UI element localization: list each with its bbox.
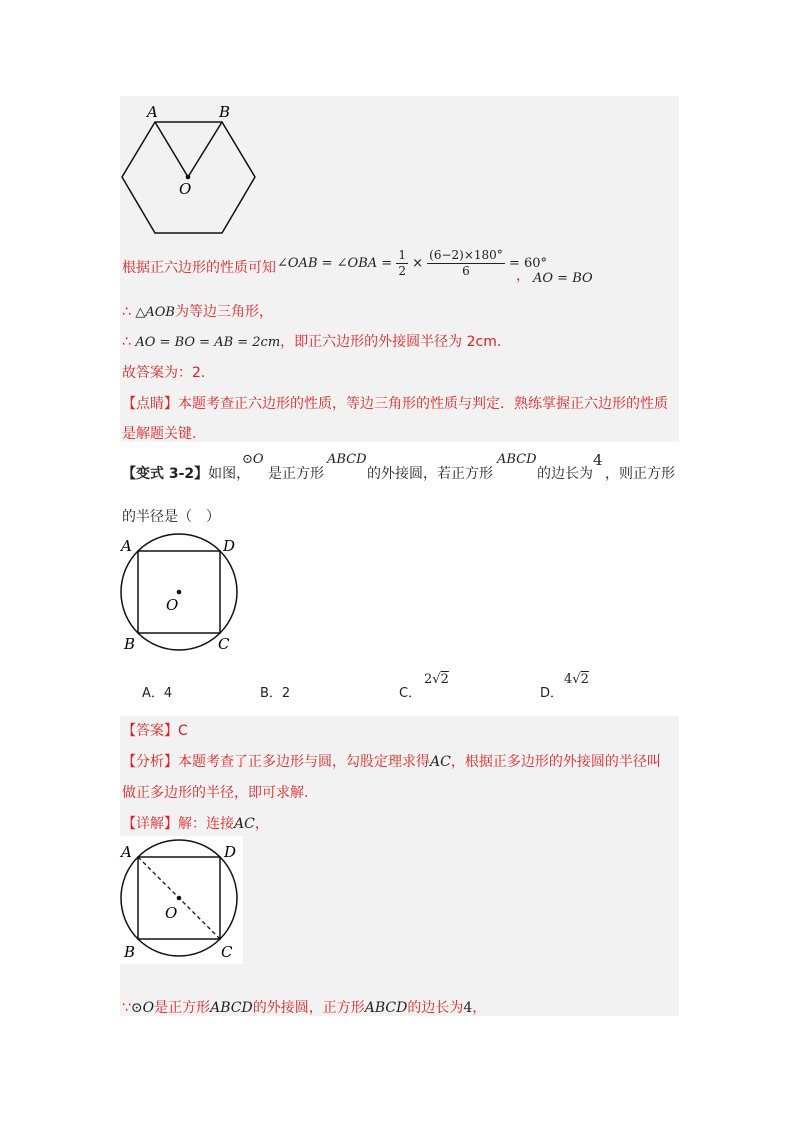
times-sign: × <box>412 256 423 271</box>
center-point-o <box>186 175 191 180</box>
angle-equality: ∠OAB = ∠OBA = <box>277 256 397 271</box>
circle-o-symbol: ⊙O <box>242 452 264 467</box>
question-text-3: 的外接圆，若正方形 <box>367 466 493 482</box>
label-c: C <box>221 943 233 961</box>
square-circle-diagonal-figure <box>117 836 247 964</box>
question-tag: 【变式 3-2】 <box>122 466 209 482</box>
answer-tag: 【答案】 <box>122 723 178 739</box>
analysis-line-2: 做正多边形的半径，即可求解. <box>122 785 309 801</box>
option-c[interactable]: C． <box>399 686 422 701</box>
side-length-four: 4 <box>593 451 603 469</box>
option-d-value: 4√2 <box>564 672 589 687</box>
center-point-o <box>177 590 182 595</box>
label-o: O <box>166 596 179 614</box>
side-length-four: 4 <box>463 1000 473 1016</box>
angle-result: = 60° <box>508 256 548 271</box>
label-d: D <box>223 537 236 555</box>
hexagon-figure <box>118 100 263 240</box>
question-text-5: ，则正方形 <box>605 466 675 482</box>
answer-value: C <box>178 723 188 739</box>
label-o: O <box>179 180 192 198</box>
angle-equation <box>277 248 547 279</box>
comma-mark: ， <box>516 268 530 284</box>
segment-bo <box>188 122 222 177</box>
option-b[interactable]: B．2 <box>260 686 291 701</box>
option-c-value: 2√2 <box>424 672 449 687</box>
question-line-1: 【变式 3-2】如图， <box>122 466 251 482</box>
analysis-line-1: 【分析】本题考查了正多边形与圆，勾股定理求得AC，根据正多边形的外接圆的半径叫 <box>122 754 661 770</box>
circle-o-symbol: ⊙O <box>130 1000 155 1016</box>
detail-line: 【详解】解：连接AC， <box>122 816 269 832</box>
abcd-symbol-1: ABCD <box>327 452 367 467</box>
abcd-symbol: ABCD <box>364 1000 408 1016</box>
hexagon-answer: 故答案为：2. <box>122 365 206 381</box>
radius-line: ∴ AO = BO = AB = 2cm，即正六边形的外接圆半径为 2cm. <box>122 334 502 350</box>
center-point-o <box>177 896 182 901</box>
label-c: C <box>218 635 230 653</box>
comment-line-2: 是解题关键. <box>122 426 197 442</box>
label-d: D <box>224 843 237 861</box>
question-line-2: 的半径是（ ） <box>122 509 220 525</box>
label-b: B <box>219 103 231 121</box>
label-a: A <box>147 103 158 121</box>
segment-ao <box>155 122 188 177</box>
hexagon-property-text: 根据正六边形的性质可知 <box>122 260 276 276</box>
answer-line <box>122 721 188 741</box>
option-a[interactable]: A．4 <box>142 686 173 701</box>
question-text-4: 的边长为 <box>537 466 593 482</box>
label-o: O <box>165 904 178 922</box>
label-b: B <box>124 943 136 961</box>
question-text-2: 是正方形 <box>268 466 324 482</box>
label-b: B <box>124 635 136 653</box>
equilateral-line: ∴ △AOB为等边三角形， <box>122 304 273 320</box>
triangle-aob: △AOB <box>135 305 175 320</box>
square-circle-figure <box>117 532 247 657</box>
ac-symbol: AC <box>234 816 255 832</box>
since-line: ∵⊙O是正方形ABCD的外接圆，正方形ABCD的边长为4， <box>122 1000 487 1016</box>
fraction-interior-angle: $\frac{(6-2)\times 180^\circ}{6}$ <box>429 248 503 278</box>
comment-tag: 【点睛】 <box>122 396 178 412</box>
label-a: A <box>121 843 132 861</box>
comment-line-1: 【点睛】本题考查正六边形的性质，等边三角形的性质与判定．熟练掌握正六边形的性质 <box>122 396 668 412</box>
analysis-tag: 【分析】 <box>122 754 178 770</box>
detail-tag: 【详解】 <box>122 816 178 832</box>
fraction-half: $\frac{1}{2}$ <box>398 248 406 278</box>
side-equation: AO = BO = AB = 2cm <box>135 335 281 350</box>
hexagon-property-line <box>122 258 276 278</box>
label-a: A <box>121 537 132 555</box>
ac-symbol: AC <box>430 754 451 770</box>
option-d[interactable]: D． <box>540 686 564 701</box>
ao-equals-bo: AO = BO <box>533 271 593 286</box>
abcd-symbol-2: ABCD <box>497 452 537 467</box>
abcd-symbol: ABCD <box>210 1000 253 1016</box>
